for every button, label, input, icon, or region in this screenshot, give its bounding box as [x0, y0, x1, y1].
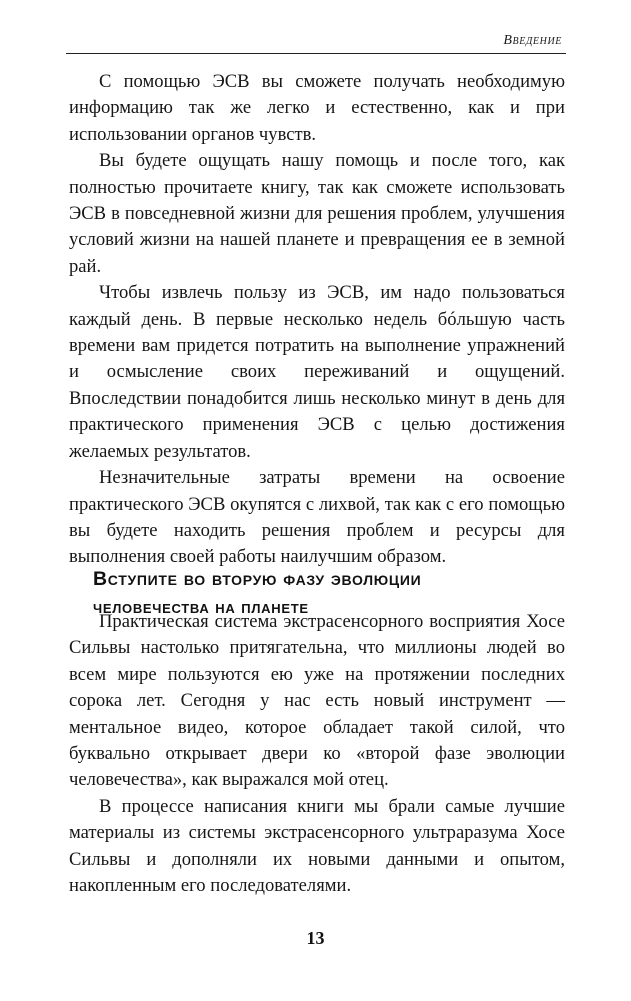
intro-text-block: [69, 69, 565, 571]
paragraph: Незначительные затраты времени на освоение практического ЭСВ окупятся с лихвой, так как с его помощью вы будете находить решения проблем и ресурсы для выполнения своей работы наилучшим образом.: [69, 467, 565, 568]
paragraph: В процессе написания книги мы брали самые лучшие материалы из системы экстрасенсорного ультраразума Хосе Сильвы и дополняли их новыми данными и опытом, накопленным его последователями.: [69, 795, 565, 897]
paragraph: Практическая система экстрасенсорного восприятия Хосе Сильвы настолько притягательна, что миллионы людей во всем мире пользуются ею уже на протяжении последних сорока лет. Сегодня у нас есть новый инструмент — ментальное видео, которое обладает такой силой, что буквально открывает двери ко «второй фазе эволюции человечества», как выражался мой отец.: [69, 611, 565, 791]
section-heading-line-1: Вступите во вторую фазу эволюции: [93, 568, 422, 590]
section-text-block: [69, 609, 565, 899]
section-heading-line-2: человечества на планете: [93, 596, 309, 617]
paragraph: Вы будете ощущать нашу помощь и после того, как полностью прочитаете книгу, так как сможете использовать ЭСВ в повседневной жизни для решения проблем, улучшения условий жизни на нашей планете и превращения ее в земной рай.: [69, 150, 565, 277]
running-head-title: Введение: [503, 33, 562, 48]
page-number: 13: [306, 928, 325, 948]
paragraph: Чтобы извлечь пользу из ЭСВ, им надо пользоваться каждый день. В первые несколько недель бóльшую часть времени вам придется потратить на выполнение упражнений и осмысление своих переживаний и ощущений. Впоследствии понадобится лишь несколько минут в день для практического применения ЭСВ с целью достижения желаемых результатов.: [69, 282, 565, 462]
paragraph: С помощью ЭСВ вы сможете получать необходимую информацию так же легко и естественно, как и при использовании органов чувств.: [69, 71, 565, 145]
running-head: [66, 30, 566, 54]
